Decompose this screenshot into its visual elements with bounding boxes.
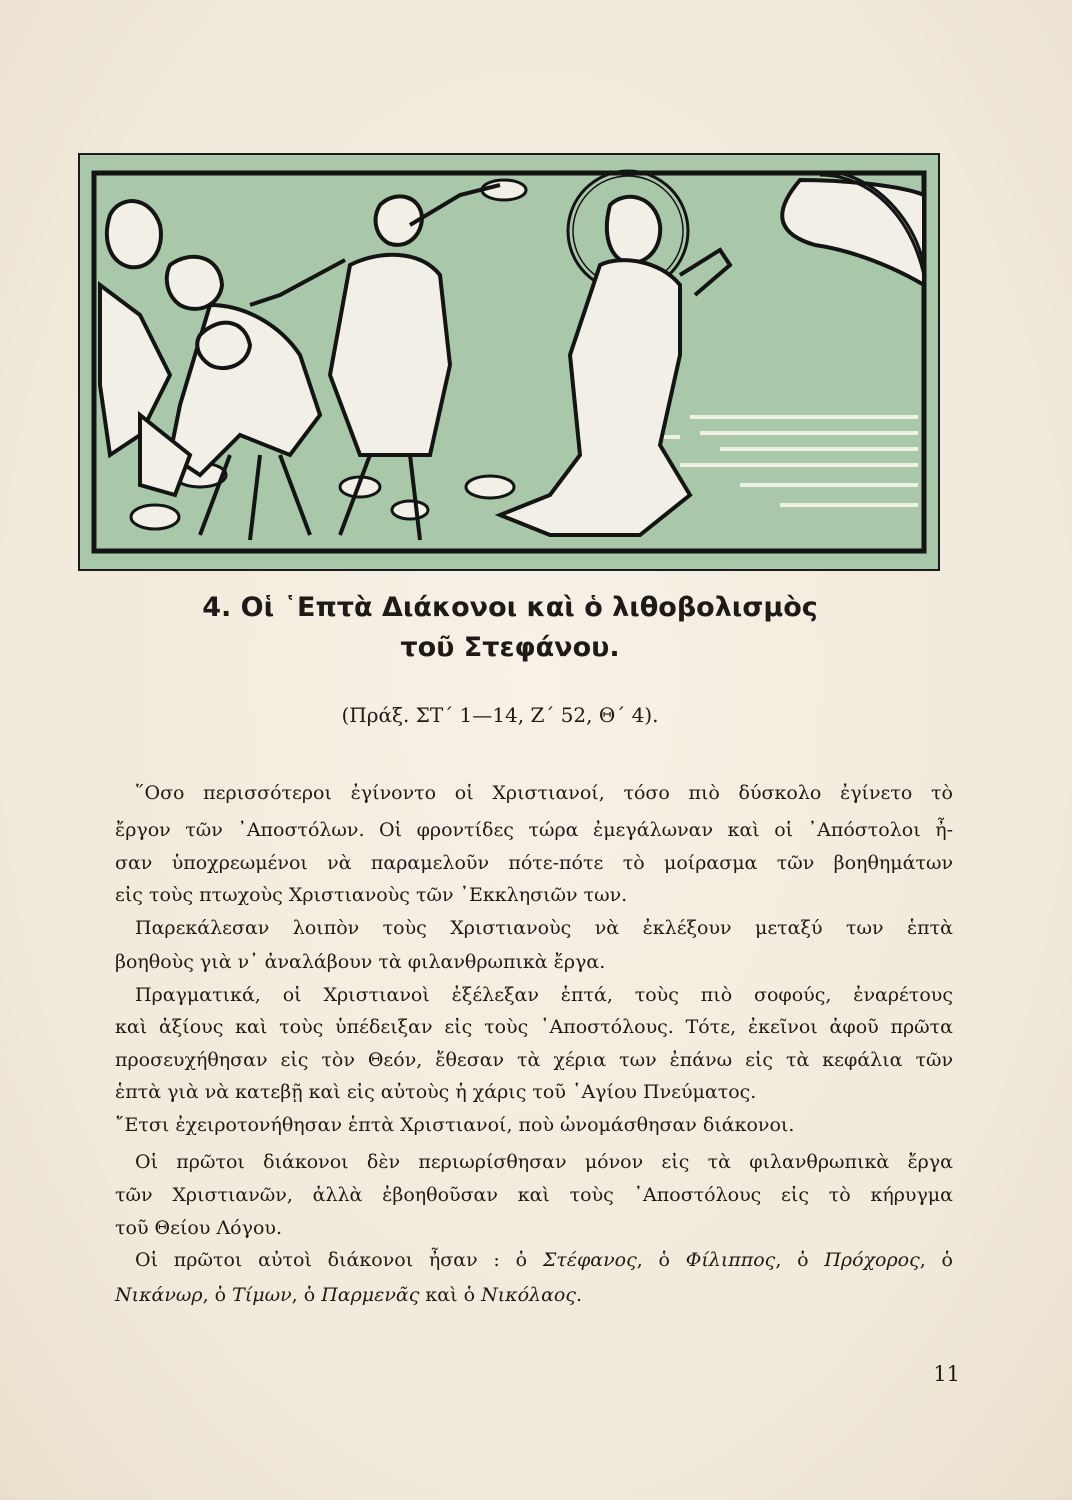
separator: καὶ ὁ xyxy=(419,1284,482,1306)
separator: . xyxy=(576,1284,583,1306)
separator: , ὁ xyxy=(636,1249,686,1271)
body-line: σαν ὑποχρεωμένοι νὰ παραμελοῦν πότε-πότε τὸ μοίρασμα τῶν βοηθημάτων xyxy=(115,852,953,874)
deacon-name: Νικόλαος xyxy=(481,1284,577,1306)
body-line: τῶν Χριστιανῶν, ἀλλὰ ἐβοηθοῦσαν καὶ τοὺς ᾿Αποστόλους εἰς τὸ κήρυγμα xyxy=(115,1184,953,1206)
deacon-name: Φίλιππος xyxy=(685,1249,776,1271)
body-line: Οἱ πρῶτοι διάκονοι δὲν περιωρίσθησαν μόνον εἰς τὰ φιλανθρωπικὰ ἔργα xyxy=(135,1151,953,1173)
deacon-name: Τίμων xyxy=(232,1284,292,1306)
stoning-of-stephen-illustration xyxy=(78,153,940,571)
scripture-reference: (Πράξ. ΣΤ΄ 1—14, Ζ΄ 52, Θ΄ 4). xyxy=(341,703,659,727)
body-line: βοηθοὺς γιὰ ν᾿ ἀναλάβουν τὰ φιλανθρωπικὰ ἔργα. xyxy=(115,951,606,973)
illustration-artwork xyxy=(80,155,938,569)
body-line: ῎Ετσι ἐχειροτονήθησαν ἑπτὰ Χριστιανοί, ποὺ ὠνομάσθησαν διάκονοι. xyxy=(115,1114,795,1136)
body-line: ῞Οσο περισσότεροι ἐγίνοντο οἱ Χριστιανοί, τόσο πιὸ δύσκολο ἐγίνετο τὸ xyxy=(135,782,953,804)
deacon-name: Πρόχορος xyxy=(824,1249,920,1271)
deacon-name: Στέφανος xyxy=(542,1249,637,1271)
deacons-list-line-1 xyxy=(115,1245,953,1275)
chapter-title-line-2: τοῦ Στεφάνου. xyxy=(400,632,620,663)
body-line: Πραγματικά, οἱ Χριστιανοὶ ἐξέλεξαν ἑπτά, τοὺς πιὸ σοφούς, ἐναρέτους xyxy=(135,984,953,1006)
body-line: Παρεκάλεσαν λοιπὸν τοὺς Χριστιανοὺς νὰ ἐκλέξουν μεταξύ των ἑπτὰ xyxy=(135,917,953,939)
deacon-name: Παρμενᾶς xyxy=(321,1284,420,1306)
body-line: προσευχήθησαν εἰς τὸν Θεόν, ἔθεσαν τὰ χέρια των ἐπάνω εἰς τὰ κεφάλια τῶν xyxy=(115,1049,953,1071)
body-line: εἰς τοὺς πτωχοὺς Χριστιανοὺς τῶν ᾿Εκκλησιῶν των. xyxy=(115,884,628,906)
separator: , ὁ xyxy=(919,1249,953,1271)
separator: , ὁ xyxy=(775,1249,825,1271)
separator: , ὁ xyxy=(291,1284,322,1306)
deacons-intro: Οἱ πρῶτοι αὐτοὶ διάκονοι ἦσαν : ὁ xyxy=(135,1249,543,1271)
page-number: 11 xyxy=(933,1362,960,1386)
deacons-list-line-2 xyxy=(115,1280,953,1310)
body-line: ἔργον τῶν ᾿Αποστόλων. Οἱ φροντίδες τώρα ἐμεγάλωναν καὶ οἱ ᾿Απόστολοι ἦ- xyxy=(115,819,953,841)
body-line: καὶ ἀξίους καὶ τοὺς ὑπέδειξαν εἰς τοὺς ᾿Αποστόλους. Τότε, ἐκεῖνοι ἀφοῦ πρῶτα xyxy=(115,1016,953,1038)
separator: , ὁ xyxy=(202,1284,233,1306)
body-line: τοῦ Θείου Λόγου. xyxy=(115,1217,282,1239)
deacon-name: Νικάνωρ xyxy=(115,1284,203,1306)
body-line: ἑπτὰ γιὰ νὰ κατεβῇ καὶ εἰς αὐτοὺς ἡ χάρις τοῦ ῾Αγίου Πνεύματος. xyxy=(115,1081,757,1103)
chapter-title-line-1: 4. Οἱ ῾Επτὰ Διάκονοι καὶ ὁ λιθοβολισμὸς xyxy=(202,592,818,623)
